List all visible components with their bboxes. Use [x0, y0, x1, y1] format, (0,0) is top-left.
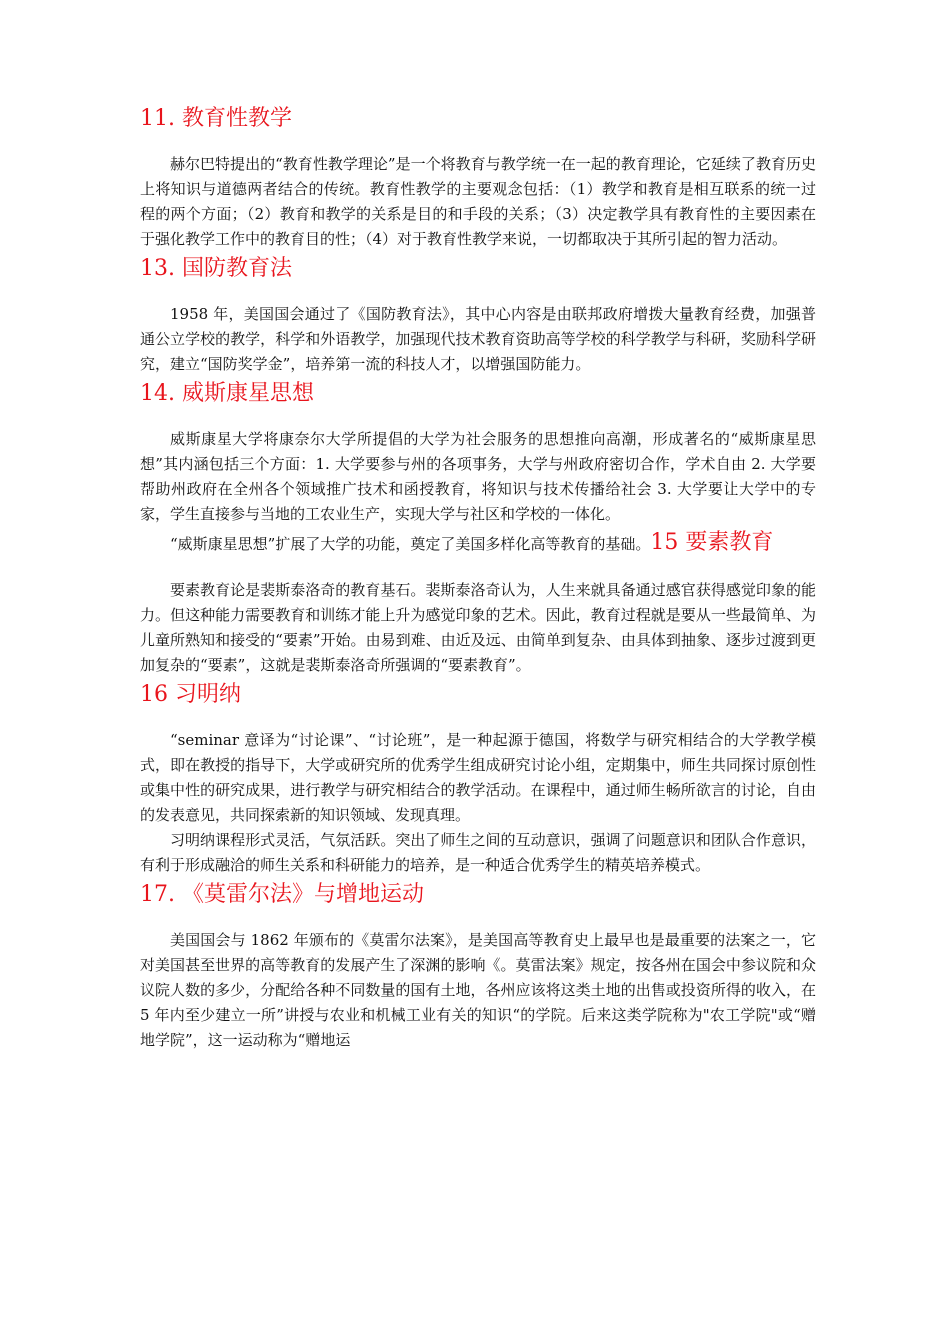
section-11-paragraph: 赫尔巴特提出的“教育性教学理论”是一个将教育与教学统一在一起的教育理论，它延续了教育历史上将知识与道德两者结合的传统。教育性教学的主要观念包括：（1）教学和教育是相互联系的统一过程的两个方面；（2）教育和教学的关系是目的和手段的关系；（3）决定教学具有教育性的主要因素在于强化教学工作中的教育目的性；（4）对于教育性教学来说，一切都取决于其所引起的智力活动。	[140, 155, 816, 248]
document-page	[140, 104, 816, 1053]
section-15-paragraph: 要素教育论是裴斯泰洛奇的教育基石。裴斯泰洛奇认为，人生来就具备通过感官获得感觉印象的能力。但这种能力需要教育和训练才能上升为感觉印象的艺术。因此，教育过程就是要从一些最简单、为儿童所熟知和接受的“要素”开始。由易到难、由近及远、由简单到复杂、由具体到抽象、逐步过渡到更加复杂的“要素”，这就是裴斯泰洛奇所强调的“要素教育”。	[140, 581, 816, 674]
section-heading-17: 17. 《莫雷尔法》与增地运动	[140, 882, 424, 907]
section-14-closing-paragraph	[140, 527, 816, 560]
section-13-paragraph: 1958 年，美国国会通过了《国防教育法》，其中心内容是由联邦政府增拨大量教育经费，加强普通公立学校的教学，科学和外语教学，加强现代技术教育资助高等学校的科学教学与科研，奖励科学研究，建立“国防奖学金”，培养第一流的科技人才，以增强国防能力。	[140, 305, 816, 373]
section-14-paragraph: 威斯康星大学将康奈尔大学所提倡的大学为社会服务的思想推向高潮，形成著名的“威斯康星思想”其内涵包括三个方面：1. 大学要参与州的各项事务，大学与州政府密切合作，学术自由 2. 大学要帮助州政府在全州各个领域推广技术和函授教育，将知识与技术传播给社会 3. 大学要让大学中的专家，学生直接参与当地的工农业生产，实现大学与社区和学校的一体化。	[140, 430, 816, 523]
section-16-paragraph-2: 习明纳课程形式灵活，气氛活跃。突出了师生之间的互动意识，强调了问题意识和团队合作意识，有利于形成融洽的师生关系和科研能力的培养，是一种适合优秀学生的精英培养模式。	[140, 831, 816, 874]
section-heading-16: 16 习明纳	[140, 682, 241, 707]
section-heading-14: 14. 威斯康星思想	[140, 381, 314, 406]
section-14-closing-text: “威斯康星思想”扩展了大学的功能，奠定了美国多样化高等教育的基础。	[170, 535, 651, 553]
section-17-paragraph: 美国国会与 1862 年颁布的《莫雷尔法案》，是美国高等教育史上最早也是最重要的法案之一，它对美国甚至世界的高等教育的发展产生了深渊的影响《。莫雷法案》规定，按各州在国会中参议院和众议院人数的多少，分配给各种不同数量的国有土地，各州应该将这类土地的出售或投资所得的收入，在 5 年内至少建立一所”讲授与农业和机械工业有关的知识“的学院。后来这类学院称为"农工学院"或“赠地学院”，这一运动称为“赠地运	[140, 931, 816, 1049]
section-heading-15: 15 要素教育	[650, 530, 774, 555]
section-heading-13: 13. 国防教育法	[140, 256, 292, 281]
section-heading-11: 11. 教育性教学	[140, 106, 292, 131]
section-16-paragraph-1: “seminar 意译为“讨论课”、“讨论班”，是一种起源于德国，将数学与研究相结合的大学教学模式，即在教授的指导下，大学或研究所的优秀学生组成研究讨论小组，定期集中，师生共同探讨原创性或集中性的研究成果，进行教学与研究相结合的教学活动。在课程中，通过师生畅所欲言的讨论，自由的发表意见，共同探索新的知识领域、发现真理。	[140, 731, 816, 824]
